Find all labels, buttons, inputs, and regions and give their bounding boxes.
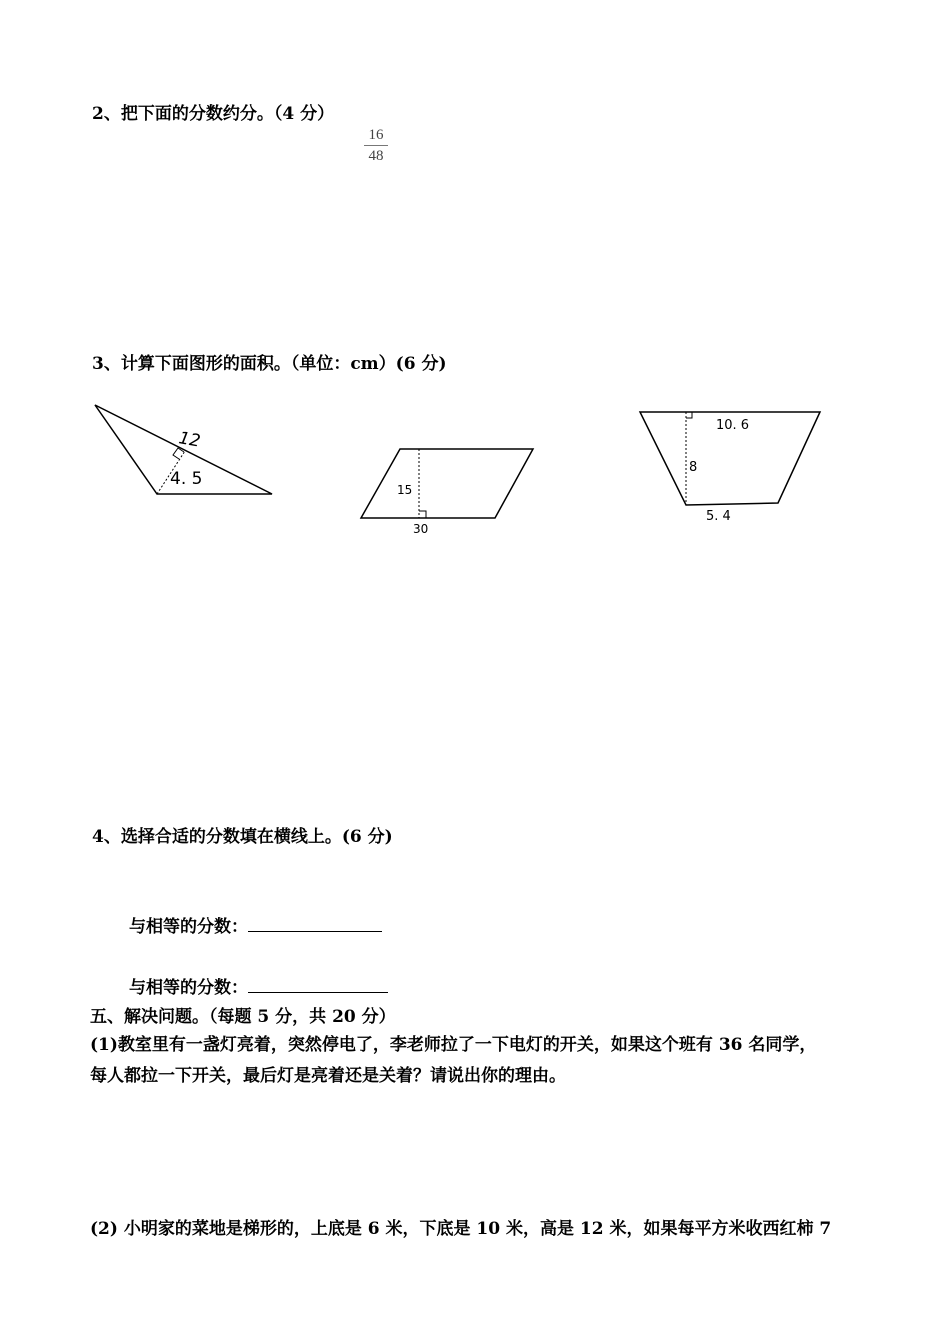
triangle-side-label: 12 <box>177 428 202 452</box>
parallelogram-base-label: 30 <box>413 522 429 536</box>
problem1-line2: 每人都拉一下开关，最后灯是亮着还是关着？请说出你的理由。 <box>90 1066 566 1086</box>
answer-blank-1[interactable] <box>248 917 382 932</box>
trapezoid-bottom-label: 5. 4 <box>706 509 731 524</box>
trapezoid-top-label: 10. 6 <box>716 418 750 433</box>
parallelogram-height-label: 15 <box>397 483 413 497</box>
q3-figures <box>0 0 950 560</box>
q4-line1 <box>129 912 382 937</box>
triangle-figure <box>95 405 272 494</box>
problem1-line1: (1)教室里有一盏灯亮着，突然停电了，李老师拉了一下电灯的开关，如果这个班有 36 名同学， <box>90 1035 817 1055</box>
trapezoid-height-label: 8 <box>689 460 698 475</box>
q3-title: 3、计算下面图形的面积。（单位：cm）(6 分) <box>92 354 447 374</box>
q4-line2-label: 与相等的分数： <box>129 978 248 998</box>
trapezoid-figure <box>640 412 820 524</box>
triangle-height-label: 4. 5 <box>170 469 203 489</box>
answer-blank-2[interactable] <box>248 978 388 993</box>
fraction-denominator: 48 <box>368 148 384 164</box>
parallelogram-right-angle-mark <box>419 511 426 518</box>
parallelogram-shape <box>361 449 533 518</box>
q4-title: 4、选择合适的分数填在横线上。(6 分) <box>92 827 393 847</box>
fraction-numerator: 16 <box>368 127 384 143</box>
q2-title: 2、把下面的分数约分。（4 分） <box>92 104 335 124</box>
trapezoid-right-angle-mark <box>686 412 692 418</box>
q4-line2 <box>129 973 388 998</box>
section5-title: 五、解决问题。（每题 5 分，共 20 分） <box>90 1007 396 1027</box>
problem2-line1: (2) 小明家的菜地是梯形的，上底是 6 米，下底是 10 米，高是 12 米，如果每平方米收西红柿 7 <box>90 1219 832 1239</box>
q4-line1-label: 与相等的分数： <box>129 917 248 937</box>
parallelogram-figure <box>361 449 533 536</box>
